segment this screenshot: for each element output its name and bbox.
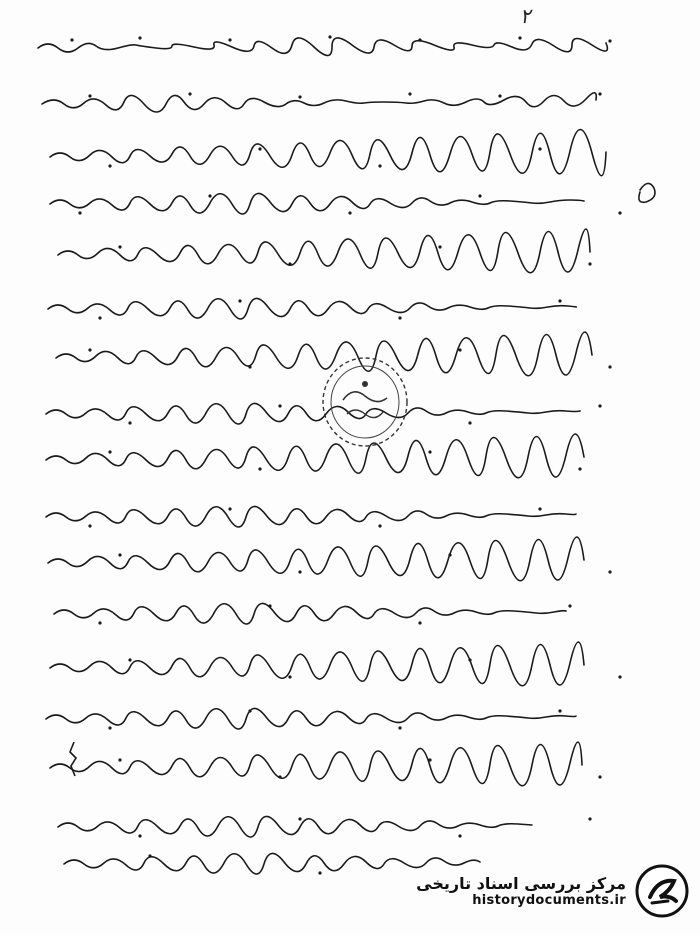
- handwriting-line: [48, 537, 584, 581]
- handwriting-line: [50, 193, 584, 214]
- handwriting-line: [42, 93, 596, 112]
- handwriting-line: [46, 403, 580, 424]
- margin-flourish: [639, 183, 655, 202]
- handwriting-line: [58, 816, 532, 837]
- archive-logo-icon: [634, 863, 690, 919]
- handwriting-line: [50, 642, 584, 686]
- watermark-title: مرکز بررسی اسناد تاریخی: [416, 874, 626, 893]
- handwriting-line: [46, 506, 576, 527]
- handwriting-line: [46, 708, 576, 729]
- handwriting-line: [50, 129, 606, 175]
- margin-mark: [62, 740, 86, 780]
- watermark: [410, 853, 690, 929]
- watermark-url: historydocuments.ir: [472, 893, 626, 908]
- handwriting-line: [38, 38, 607, 56]
- handwriting-line: [58, 229, 590, 273]
- handwriting-line: [50, 742, 582, 786]
- seal-stamp: [315, 350, 415, 450]
- watermark-text: [416, 874, 626, 908]
- handwriting-line: [54, 603, 566, 624]
- handwriting-line: [48, 298, 576, 319]
- page-number: ۲: [519, 3, 532, 29]
